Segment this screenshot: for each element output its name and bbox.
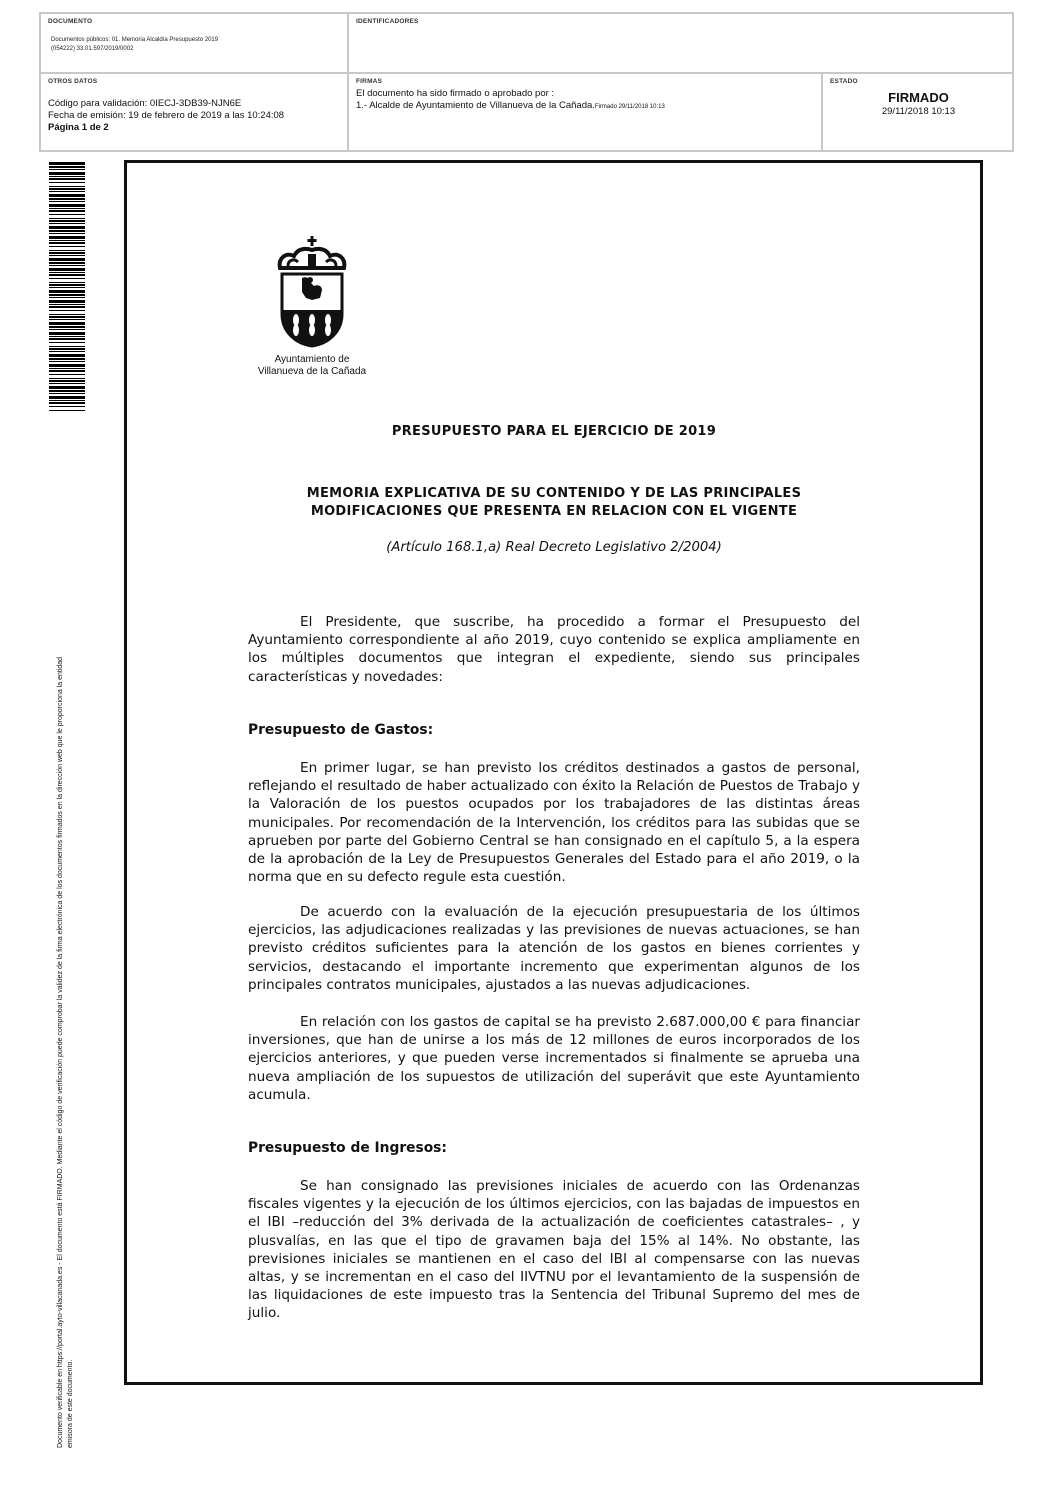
estado-label: ESTADO	[830, 78, 858, 85]
document-header-table	[39, 12, 1014, 152]
gastos-paragraph-3: En relación con los gastos de capital se ha previsto 2.687.000,00 € para financiar inversiones, que han de unirse a los más de 12 millones de euros incorporados de los ejercicios anteriores, y que pueden verse incrementados si finalmente se aprueba una nueva ampliación de los supuestos de utilización del superávit que este Ayuntamiento acumula.	[248, 1014, 860, 1103]
documento-cell	[40, 13, 348, 73]
firmante: 1.- Alcalde de Ayuntamiento de Villanueva de la Cañada.	[356, 100, 595, 111]
firma-fecha: Firmado 29/11/2018 10:13	[594, 104, 665, 110]
firmas-cell	[348, 73, 822, 151]
estado-value: FIRMADO	[888, 90, 949, 105]
documento-label: DOCUMENTO	[48, 18, 93, 25]
margin-line2: emisora de este documento.	[67, 1359, 74, 1448]
legal-reference: (Artículo 168.1,a) Real Decreto Legislativo 2/2004)	[386, 540, 722, 555]
fecha-emision: Fecha de emisión: 19 de febrero de 2019 a las 10:24:08	[48, 110, 285, 121]
ingresos-paragraph-1: Se han consignado las previsiones iniciales de acuerdo con las Ordenanzas fiscales vigentes y la ejecución de los últimos ejercicios, con las bajadas de impuestos en el IBI –reducción del 3% derivada de la actualización de coeficientes catastrales– , y plusvalías, en las que el tipo de gravamen baja del 15% al 14%. No obstante, las previsiones iniciales se mantienen en el caso del IBI al compensarse con las nuevas altas, y se incrementan en el caso del IIVTNU por el levantamiento de la suspensión de las liquidaciones de este impuesto tras la Sentencia del Tribunal Supremo del mes de julio.	[248, 1178, 860, 1322]
pagina-indicator: Página 1 de 2	[48, 122, 109, 133]
gastos-heading: Presupuesto de Gastos:	[248, 722, 434, 738]
codigo-validacion: Código para validación: 0IECJ-3DB39-NJN6E	[48, 98, 242, 109]
otros-datos-cell	[40, 73, 348, 151]
firmas-line2	[356, 100, 665, 113]
documento-line1: Documentos públicos: 01. Memoria Alcaldía Presupuesto 2019	[51, 37, 219, 43]
logo-line2: Villanueva de la Cañada	[257, 366, 367, 377]
coat-of-arms-logo	[272, 236, 352, 348]
memoria-title-line1: MEMORIA EXPLICATIVA DE SU CONTENIDO Y DE LAS PRINCIPALES	[306, 486, 802, 501]
identificadores-cell	[348, 13, 1013, 73]
documento-line2: (054222) 33.01.597/2019/0002	[51, 46, 134, 52]
barcode	[49, 162, 85, 412]
ingresos-heading: Presupuesto de Ingresos:	[248, 1140, 447, 1156]
identificadores-label: IDENTIFICADORES	[356, 18, 419, 25]
verification-margin-text	[56, 438, 76, 1448]
logo-caption	[250, 354, 374, 378]
margin-line1: Documento verificable en https://portal.ayto-villacanada.es - El documento está FIRMADO. Mediante el código de verificación puede comprobar la validez de la firma electrónica de los documentos firmados en la dirección web que le proporciona la entidad	[57, 656, 64, 1448]
estado-cell	[822, 73, 1013, 151]
estado-date: 29/11/2018 10:13	[881, 106, 956, 117]
firmas-label: FIRMAS	[356, 78, 383, 85]
logo-line1: Ayuntamiento de	[274, 354, 350, 365]
memoria-title-line2: MODIFICACIONES QUE PRESENTA EN RELACION CON EL VIGENTE	[310, 504, 798, 519]
firmas-line1: El documento ha sido firmado o aprobado por :	[356, 88, 555, 99]
document-title: PRESUPUESTO PARA EL EJERCICIO DE 2019	[391, 424, 717, 439]
intro-paragraph: El Presidente, que suscribe, ha procedido a formar el Presupuesto del Ayuntamiento correspondiente al año 2019, cuyo contenido se explica ampliamente en los múltiples documentos que integran el expediente, siendo sus principales características y novedades:	[248, 614, 860, 685]
gastos-paragraph-1: En primer lugar, se han previsto los créditos destinados a gastos de personal, reflejando el resultado de haber actualizado con éxito la Relación de Puestos de Trabajo y la Valoración de los puestos ocupados por los trabajadores de las distintas áreas municipales. Por recomendación de la Intervención, los créditos para las subidas que se aprueben por parte del Gobierno Central se han consignado en el capítulo 5, a la espera de la aprobación de la Ley de Presupuestos Generales del Estado para el año 2019, o la norma que en su defecto regule esta cuestión.	[248, 760, 860, 886]
gastos-paragraph-2: De acuerdo con la evaluación de la ejecución presupuestaria de los últimos ejercicios, las adjudicaciones realizadas y las previsiones de nuevas actuaciones, se han previsto créditos suficientes para la atención de los gastos en bienes corrientes y servicios, destacando el importante incremento que experimentan algunos de los principales contratos municipales, ajustados a las nuevas adjudicaciones.	[248, 904, 860, 993]
otros-datos-label: OTROS DATOS	[48, 78, 98, 85]
